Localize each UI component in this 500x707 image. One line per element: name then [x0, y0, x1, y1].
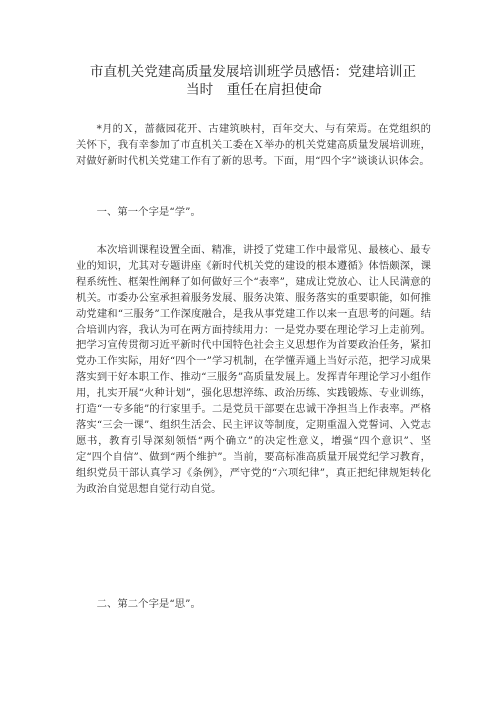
intro-paragraph: *月的Ｘ，蔷薇园花开、古建筑映村，百年交大、与有荣焉。在党组织的关怀下，我有幸参加了市直机关工委在Ｘ举办的机关党建高质量发展培训班，对做好新时代机关党建工作有了新的思考。下面，用“四个字”谈谈认识体会。 — [76, 123, 431, 167]
title-line-2: 当时 重任在肩担使命 — [186, 82, 322, 98]
study-paragraph-block — [76, 243, 431, 498]
study-paragraph: 本次培训课程设置全面、精准，讲授了党建工作中最常见、最核心、最专业的知识，尤其对专题讲座《新时代机关党的建设的根本遵循》体悟颇深，课程系统性、框架性阐释了如何做好三个“表率”，建成让党放心、让人民满意的机关。市委办公室承担着服务发展、服务决策、服务落实的重要职能，如何推动党建和“三服务”工作深度融合，是我从事党建工作以来一直思考的问题。结合培训内容，我认为可在两方面持续用力：一是党办要在理论学习上走前列。把学习宣传贯彻习近平新时代中国特色社会主义思想作为首要政治任务，紧扣党办工作实际，用好“四个一”学习机制，在学懂弄通上当好示范，把学习成果落实到干好本职工作、推动“三服务”高质量发展上。发挥青年理论学习小组作用，扎实开展“火种计划”，强化思想淬练、政治历练、实践锻炼、专业训练，打造“一专多能”的行家里手。二是党员干部要在忠诚干净担当上作表率。严格落实“三会一课”、组织生活会、民主评议等制度，定期重温入党誓词、入党志愿书，教育引导深刻领悟“两个确立”的决定性意义，增强“四个意识”、坚定“四个自信”、做到“两个维护”。当前，要高标准高质量开展党纪学习教育，组织党员干部认真学习《条例》，严守党的“六项纪律”，真正把纪律规矩转化为政治自觉思想自觉行动自觉。 — [76, 244, 431, 495]
intro-paragraph-block — [76, 122, 431, 170]
title-line-1: 市直机关党建高质量发展培训班学员感悟：党建培训正 — [89, 64, 417, 80]
section-heading-2: 二、第二个字是“思”。 — [96, 598, 201, 610]
section-heading-block-1 — [76, 205, 431, 221]
section-heading-1: 一、第一个字是“学”。 — [96, 206, 201, 218]
section-heading-block-2 — [76, 597, 431, 613]
document-title — [78, 63, 428, 99]
